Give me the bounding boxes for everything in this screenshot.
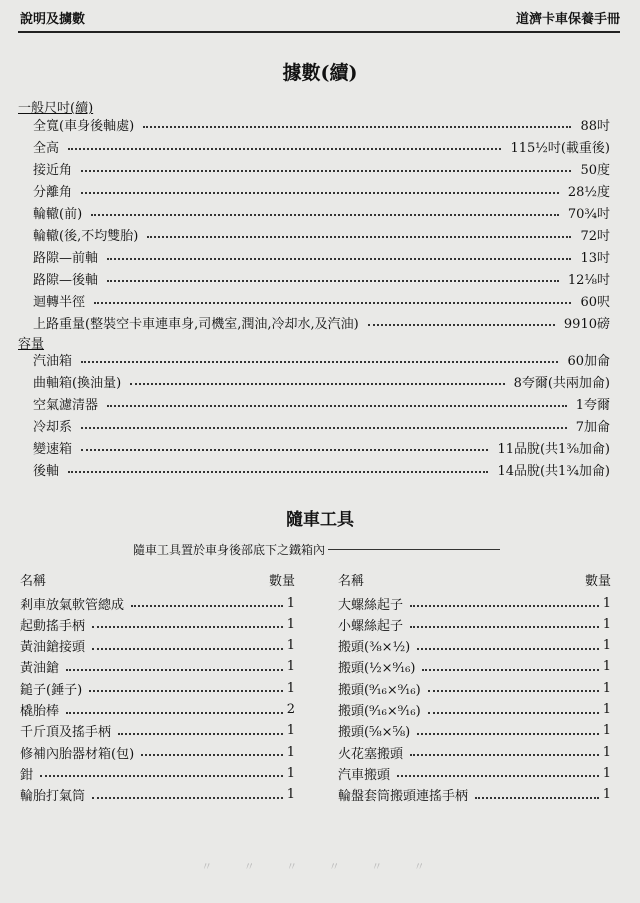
row-value: 1	[602, 765, 611, 781]
dimension-row	[33, 201, 610, 223]
tools-note-rule	[328, 549, 500, 550]
tool-row	[338, 592, 611, 614]
row-label: 黃油鎗接頭	[20, 640, 86, 656]
capacity-row	[33, 414, 610, 436]
dot-leader	[81, 192, 559, 194]
dimension-row	[33, 267, 610, 289]
row-label: 變速箱	[33, 441, 73, 457]
row-value: 1	[286, 616, 295, 632]
dot-leader	[68, 471, 488, 473]
row-label: 小螺絲起子	[338, 618, 404, 634]
row-label: 路隙—前軸	[33, 250, 99, 266]
row-value: 1	[286, 744, 295, 760]
row-value: 1	[286, 595, 295, 611]
tool-row	[338, 762, 611, 784]
tool-row	[338, 677, 611, 699]
header-rule	[18, 31, 620, 33]
dot-leader	[130, 383, 504, 385]
row-label: 鉗	[20, 767, 34, 783]
row-label: 大螺絲起子	[338, 597, 404, 613]
row-value: 1	[602, 616, 611, 632]
row-label: 曲軸箱(換油量)	[33, 375, 122, 391]
dot-leader	[107, 258, 571, 260]
dimension-row	[33, 223, 610, 245]
row-label: 輪胎打氣筒	[20, 789, 86, 805]
tool-row	[20, 741, 295, 763]
row-value: 11品脫(共1⅜加侖)	[497, 441, 610, 457]
row-value: 12⅛吋	[567, 272, 610, 288]
dot-leader	[94, 302, 571, 304]
row-value: 9910磅	[563, 316, 610, 332]
row-label: 輪轍(後,不均雙胎)	[33, 228, 139, 244]
tool-row	[20, 784, 295, 806]
row-value: 7加侖	[575, 419, 610, 435]
dot-leader	[410, 754, 599, 756]
row-value: 1	[286, 787, 295, 803]
row-value: 1	[602, 787, 611, 803]
row-value: 115½吋(載重後)	[510, 140, 610, 156]
dot-leader	[89, 690, 283, 692]
row-value: 60加侖	[567, 353, 610, 369]
dot-leader	[141, 754, 283, 756]
tool-row	[20, 592, 295, 614]
dimension-row	[33, 113, 610, 135]
row-value: 1夸爾	[575, 397, 610, 413]
tool-row	[20, 699, 295, 721]
row-value: 1	[286, 765, 295, 781]
row-value: 1	[602, 723, 611, 739]
dimension-row	[33, 311, 610, 333]
tools-section-title: 隨車工具	[286, 510, 354, 530]
row-label: 搬頭(⁹⁄₁₆×⁹⁄₁₆)	[338, 682, 421, 698]
dot-leader	[147, 236, 571, 238]
dot-leader	[81, 170, 571, 172]
capacity-heading: 容量	[18, 337, 45, 352]
row-label: 汽車搬頭	[338, 767, 391, 783]
row-label: 火花塞搬頭	[338, 746, 404, 762]
row-label: 鎚子(錘子)	[20, 682, 83, 698]
row-label: 輪盤套筒搬頭連搖手柄	[338, 789, 469, 805]
row-label: 迴轉半徑	[33, 294, 86, 310]
row-label: 修補內胎器材箱(包)	[20, 746, 135, 762]
running-header-left: 說明及擄數	[20, 12, 86, 27]
tool-row	[20, 762, 295, 784]
row-value: 72吋	[580, 228, 610, 244]
tools-right-column-header	[338, 570, 611, 590]
dot-leader	[66, 669, 283, 671]
dot-leader	[81, 427, 567, 429]
column-name-label: 名稱	[338, 574, 365, 589]
row-label: 搬頭(½×⁹⁄₁₆)	[338, 661, 416, 677]
tool-row	[20, 635, 295, 657]
row-label: 搬頭(⅜×½)	[338, 640, 411, 656]
dot-leader	[417, 648, 598, 650]
row-label: 全寬(車身後軸處)	[33, 118, 135, 134]
row-value: 50度	[580, 162, 610, 178]
dot-leader	[368, 324, 555, 326]
row-label: 黃油鎗	[20, 661, 60, 677]
row-label: 後軸	[33, 463, 60, 479]
capacity-row	[33, 458, 610, 480]
column-name-label: 名稱	[20, 574, 47, 589]
dot-leader	[143, 126, 571, 128]
capacity-row	[33, 370, 610, 392]
data-section-title: 據數(續)	[282, 62, 358, 84]
row-value: 1	[602, 638, 611, 654]
dimension-row	[33, 289, 610, 311]
dot-leader	[410, 605, 599, 607]
row-value: 28½度	[567, 184, 610, 200]
dot-leader	[66, 712, 283, 714]
row-value: 1	[602, 702, 611, 717]
row-label: 接近角	[33, 162, 73, 178]
column-qty-label: 數量	[584, 574, 611, 589]
row-label: 冷却系	[33, 419, 73, 435]
tool-row	[338, 741, 611, 763]
tools-left-column-header	[20, 570, 295, 590]
dot-leader	[81, 361, 558, 363]
dot-leader	[92, 626, 283, 628]
tool-row	[338, 656, 611, 678]
tool-row	[338, 699, 611, 721]
tool-row	[20, 677, 295, 699]
dot-leader	[91, 214, 559, 216]
row-value: 1	[602, 659, 611, 675]
row-label: 起動搖手柄	[20, 618, 86, 634]
dot-leader	[131, 605, 283, 607]
dot-leader	[428, 712, 599, 714]
dot-leader	[410, 626, 599, 628]
dot-leader	[40, 775, 283, 777]
dimension-row	[33, 245, 610, 267]
row-label: 千斤頂及搖手柄	[20, 725, 112, 741]
row-value: 14品脫(共1¾加侖)	[497, 463, 610, 479]
row-value: 1	[286, 680, 295, 696]
row-value: 88吋	[580, 118, 610, 134]
bottom-decoration: 〃 〃 〃 〃 〃 〃	[201, 860, 439, 873]
dot-leader	[92, 797, 283, 799]
row-label: 剎車放氣軟管總成	[20, 597, 125, 613]
tool-row	[338, 635, 611, 657]
row-value: 1	[602, 744, 611, 760]
tool-row	[338, 784, 611, 806]
row-value: 1	[602, 595, 611, 611]
capacity-row	[33, 436, 610, 458]
row-value: 1	[286, 723, 295, 739]
dimensions-heading: 一般尺吋(續)	[18, 101, 94, 116]
tool-row	[338, 613, 611, 635]
row-value: 1	[602, 680, 611, 696]
capacity-row	[33, 348, 610, 370]
row-value: 13吋	[580, 250, 610, 266]
dot-leader	[107, 280, 559, 282]
dimension-row	[33, 135, 610, 157]
running-header-right: 道濟卡車保養手冊	[515, 12, 620, 27]
dot-leader	[397, 775, 599, 777]
dot-leader	[118, 733, 283, 735]
row-label: 路隙—後軸	[33, 272, 99, 288]
row-value: 60呎	[580, 294, 610, 310]
dot-leader	[428, 690, 599, 692]
row-label: 輪轍(前)	[33, 206, 83, 222]
dot-leader	[475, 797, 599, 799]
row-label: 空氣濾清器	[33, 397, 99, 413]
row-label: 橇胎棒	[20, 704, 60, 719]
dot-leader	[422, 669, 598, 671]
tool-row	[20, 720, 295, 742]
row-label: 全高	[33, 140, 60, 156]
tools-note-text: 隨車工具置於車身後部底下之鐵箱內	[133, 542, 326, 557]
dimension-row	[33, 157, 610, 179]
row-label: 上路重量(整裝空卡車連車身,司機室,潤油,冷却水,及汽油)	[33, 316, 359, 332]
dot-leader	[107, 405, 567, 407]
dot-leader	[68, 148, 501, 150]
dimension-row	[33, 179, 610, 201]
capacity-row	[33, 392, 610, 414]
row-label: 分離角	[33, 184, 73, 200]
row-value: 8夸爾(共兩加侖)	[513, 375, 610, 391]
row-label: 汽油箱	[33, 353, 73, 369]
dot-leader	[81, 449, 488, 451]
tool-row	[20, 613, 295, 635]
tool-row	[338, 720, 611, 742]
row-value: 2	[286, 702, 295, 717]
row-value: 1	[286, 659, 295, 675]
row-label: 搬頭(⅝×⅝)	[338, 725, 411, 741]
row-label: 搬頭(⁹⁄₁₆×⁹⁄₁₆)	[338, 704, 421, 719]
dot-leader	[92, 648, 283, 650]
column-qty-label: 數量	[268, 574, 295, 589]
tool-row	[20, 656, 295, 678]
row-value: 1	[286, 638, 295, 654]
row-value: 70¾吋	[567, 206, 610, 222]
tools-note	[130, 540, 500, 558]
dot-leader	[417, 733, 598, 735]
